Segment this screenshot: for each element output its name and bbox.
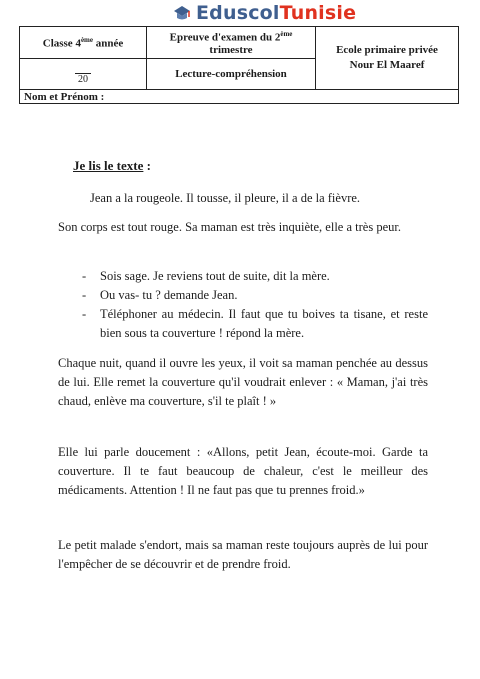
- logo-text-eduscol: Eduscol: [196, 2, 280, 24]
- subject-cell: Lecture-compréhension: [147, 59, 316, 90]
- exam-title-cell: Epreuve d'examen du 2ème trimestre: [147, 27, 316, 59]
- exam-header-table: [19, 26, 459, 104]
- paragraph-4: Elle lui parle doucement : «Allons, petit Jean, écoute-moi. Garde ta couverture. Il te faut beaucoup de chaleur, c'est le meilleur des médicaments. Attention ! Il ne faut pas que tu prennes froid.»: [58, 445, 428, 497]
- score-denominator: 20: [75, 73, 91, 85]
- class-cell: Classe 4ème année: [20, 27, 147, 59]
- score-cell: [20, 59, 147, 90]
- school-name-cell: Ecole primaire privée Nour El Maaref: [316, 27, 459, 90]
- graduation-cap-icon: [172, 3, 192, 23]
- eduscol-logo: [172, 0, 356, 26]
- section-heading: Je lis le texte :: [73, 158, 151, 173]
- dialogue-line: - Téléphoner au médecin. Il faut que tu boives ta tisane, et reste bien sous ta couverture ! répond la mère.: [82, 307, 428, 340]
- paragraph-1: Jean a la rougeole. Il tousse, il pleure, il a de la fièvre.: [90, 191, 361, 205]
- dialogue-line: - Ou vas- tu ? demande Jean.: [82, 288, 238, 302]
- dialogue-list: [82, 267, 428, 343]
- paragraph-2: Son corps est tout rouge. Sa maman est très inquiète, elle a très peur.: [58, 220, 401, 234]
- logo-text-tunisie: Tunisie: [279, 2, 357, 24]
- dialogue-line: - Sois sage. Je reviens tout de suite, dit la mère.: [82, 269, 330, 283]
- paragraph-5: Le petit malade s'endort, mais sa maman reste toujours auprès de lui pour l'empêcher de se découvrir et de prendre froid.: [58, 538, 428, 571]
- student-name-field[interactable]: Nom et Prénom :: [20, 90, 459, 104]
- paragraph-3: Chaque nuit, quand il ouvre les yeux, il voit sa maman penchée au dessus de lui. Elle remet la couverture qu'il voudrait enlever : « Maman, j'ai très chaud, enlève ma couverture, s'il te plaît ! »: [58, 356, 428, 408]
